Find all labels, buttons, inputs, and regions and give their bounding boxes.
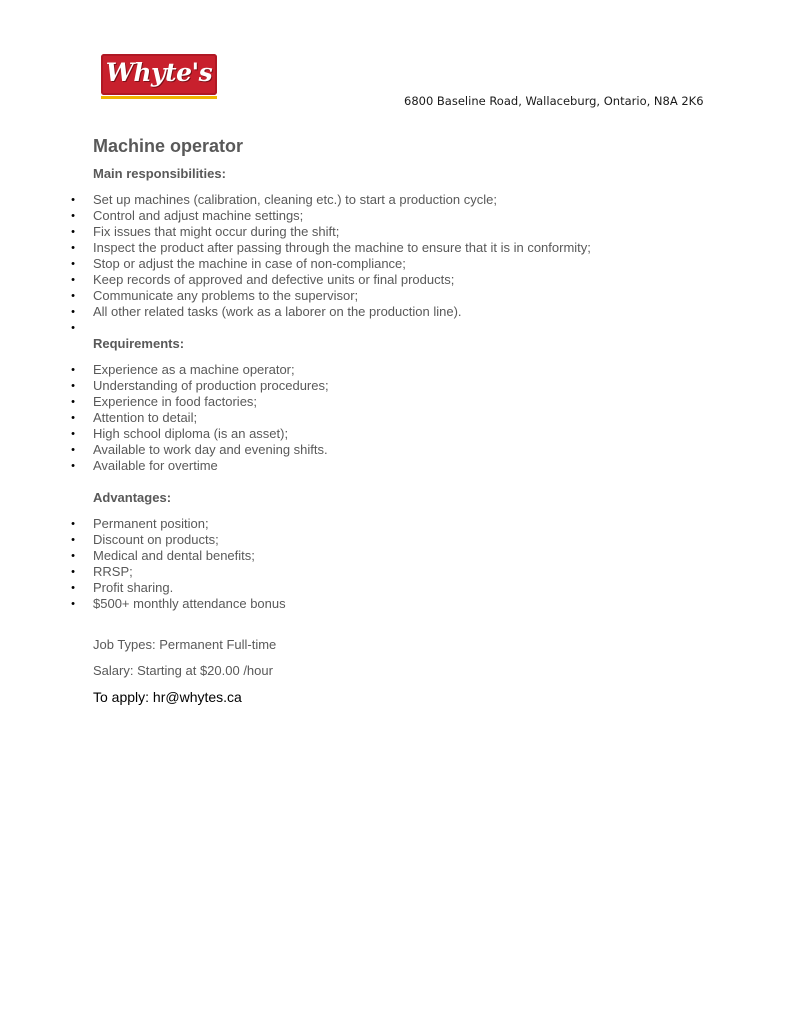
requirement-item-text: High school diploma (is an asset); bbox=[93, 426, 289, 441]
requirement-item-text: Understanding of production procedures; bbox=[93, 378, 329, 393]
bullet-icon: • bbox=[71, 566, 75, 578]
job-title: Machine operator bbox=[93, 136, 244, 156]
requirement-item bbox=[0, 362, 700, 378]
requirement-item-text: Experience as a machine operator; bbox=[93, 362, 295, 377]
apply-contact: To apply: hr@whytes.ca bbox=[93, 689, 242, 705]
bullet-icon: • bbox=[71, 258, 75, 270]
bullet-icon: • bbox=[71, 518, 75, 530]
company-logo bbox=[101, 54, 217, 95]
salary: Salary: Starting at $20.00 /hour bbox=[93, 663, 273, 678]
logo-stripe bbox=[101, 96, 217, 99]
responsibility-item-text: Fix issues that might occur during the shift; bbox=[93, 224, 340, 239]
responsibility-item-text: Communicate any problems to the supervisor; bbox=[93, 288, 359, 303]
bullet-icon: • bbox=[71, 550, 75, 562]
requirement-item bbox=[0, 394, 700, 410]
responsibility-item bbox=[0, 288, 700, 304]
advantage-item bbox=[0, 580, 700, 596]
requirements-list bbox=[0, 362, 700, 474]
responsibility-item bbox=[0, 208, 700, 224]
advantage-item-text: RRSP; bbox=[93, 564, 133, 579]
bullet-icon: • bbox=[71, 306, 75, 318]
advantages-list bbox=[0, 516, 700, 612]
responsibility-item-text: Stop or adjust the machine in case of non-compliance; bbox=[93, 256, 406, 271]
responsibility-item bbox=[0, 192, 700, 208]
advantage-item-text: Medical and dental benefits; bbox=[93, 548, 255, 563]
requirements-heading: Requirements: bbox=[93, 336, 185, 351]
bullet-icon: • bbox=[71, 290, 75, 302]
bullet-icon: • bbox=[71, 598, 75, 610]
advantage-item bbox=[0, 596, 700, 612]
responsibility-item bbox=[0, 240, 700, 256]
bullet-icon: • bbox=[71, 460, 75, 472]
responsibility-item bbox=[0, 272, 700, 288]
requirement-item bbox=[0, 426, 700, 442]
responsibility-item-text: Set up machines (calibration, cleaning etc.) to start a production cycle; bbox=[93, 192, 497, 207]
advantage-item bbox=[0, 516, 700, 532]
bullet-icon: • bbox=[71, 242, 75, 254]
responsibility-item bbox=[0, 304, 700, 320]
advantages-heading: Advantages: bbox=[93, 490, 172, 505]
bullet-icon: • bbox=[71, 534, 75, 546]
bullet-icon: • bbox=[71, 210, 75, 222]
responsibility-item bbox=[0, 256, 700, 272]
requirement-item-text: Available for overtime bbox=[93, 458, 218, 473]
requirement-item-text: Available to work day and evening shifts. bbox=[93, 442, 328, 457]
bullet-icon: • bbox=[71, 194, 75, 206]
advantage-item bbox=[0, 532, 700, 548]
responsibility-item-text: Inspect the product after passing through the machine to ensure that it is in conformity; bbox=[93, 240, 591, 255]
bullet-icon: • bbox=[71, 582, 75, 594]
responsibilities-list bbox=[0, 192, 700, 336]
bullet-icon: • bbox=[71, 428, 75, 440]
responsibilities-heading: Main responsibilities: bbox=[93, 166, 226, 181]
company-address: 6800 Baseline Road, Wallaceburg, Ontario, N8A 2K6 bbox=[404, 94, 704, 108]
advantage-item-text: $500+ monthly attendance bonus bbox=[93, 596, 286, 611]
requirement-item bbox=[0, 458, 700, 474]
responsibility-item bbox=[0, 224, 700, 240]
responsibility-item bbox=[0, 320, 700, 336]
bullet-icon: • bbox=[71, 364, 75, 376]
requirement-item bbox=[0, 378, 700, 394]
responsibility-item-text: Control and adjust machine settings; bbox=[93, 208, 304, 223]
requirement-item bbox=[0, 442, 700, 458]
logo-text: Whyte's bbox=[105, 58, 213, 87]
bullet-icon: • bbox=[71, 412, 75, 424]
requirement-item bbox=[0, 410, 700, 426]
bullet-icon: • bbox=[71, 322, 75, 334]
bullet-icon: • bbox=[71, 226, 75, 238]
bullet-icon: • bbox=[71, 274, 75, 286]
bullet-icon: • bbox=[71, 380, 75, 392]
requirement-item-text: Experience in food factories; bbox=[93, 394, 258, 409]
advantage-item-text: Permanent position; bbox=[93, 516, 209, 531]
advantage-item bbox=[0, 548, 700, 564]
advantage-item-text: Discount on products; bbox=[93, 532, 219, 547]
job-types: Job Types: Permanent Full-time bbox=[93, 637, 277, 652]
advantage-item bbox=[0, 564, 700, 580]
requirement-item-text: Attention to detail; bbox=[93, 410, 198, 425]
advantage-item-text: Profit sharing. bbox=[93, 580, 174, 595]
bullet-icon: • bbox=[71, 444, 75, 456]
responsibility-item-text: Keep records of approved and defective units or final products; bbox=[93, 272, 455, 287]
responsibility-item-text: All other related tasks (work as a laborer on the production line). bbox=[93, 304, 462, 319]
bullet-icon: • bbox=[71, 396, 75, 408]
